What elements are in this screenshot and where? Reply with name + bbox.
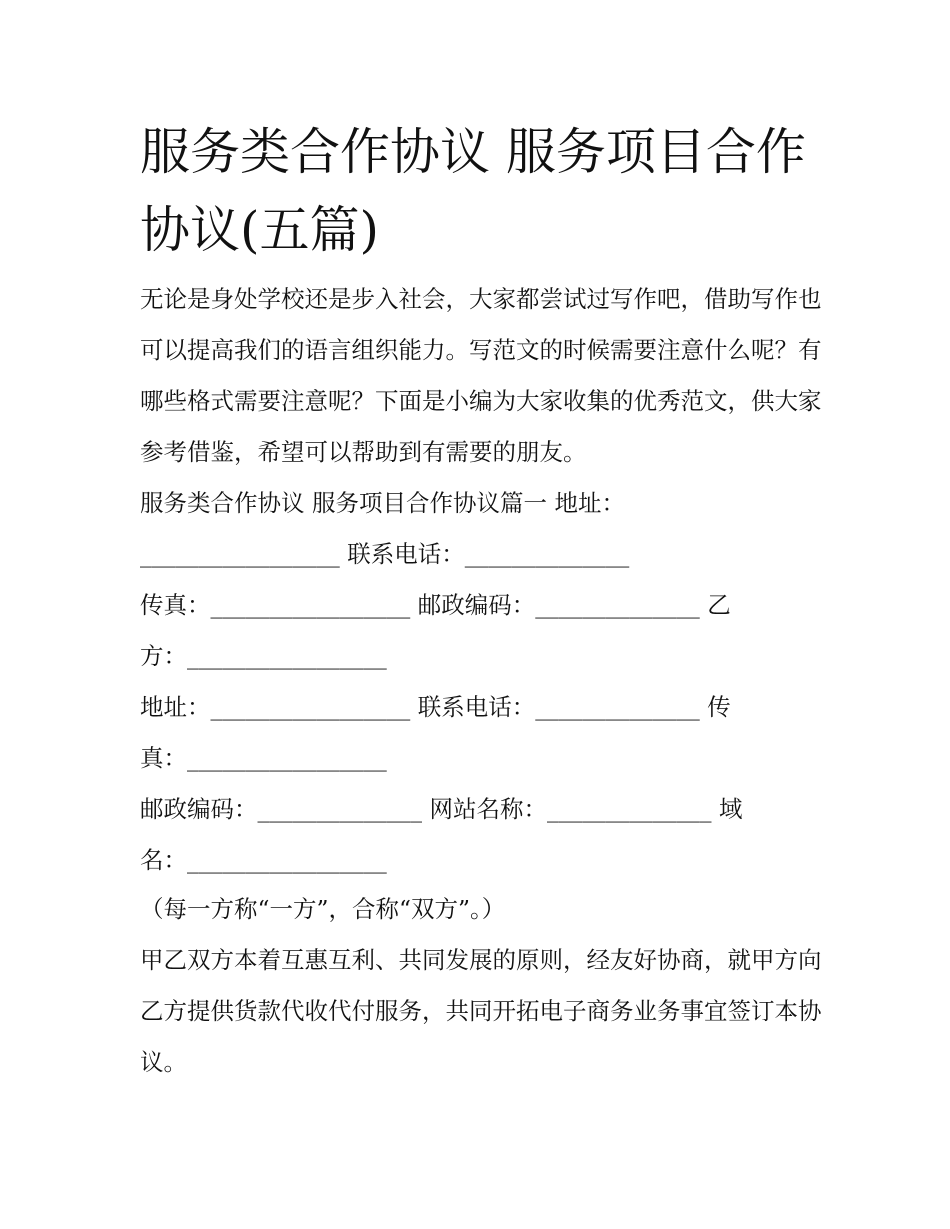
party-b-fax-line: 真：_________________ (140, 744, 387, 772)
party-b-domain-line: 名：_________________ (140, 846, 387, 874)
party-a-address-line: 服务类合作协议 服务项目合作协议篇一 地址： (140, 489, 625, 517)
document-title: 服务类合作协议 服务项目合作协议(五篇) (140, 123, 806, 259)
party-a-fax-line: 传真：_________________ 邮政编码：______________ 乙 (140, 591, 731, 619)
party-b-postcode-line: 邮政编码：______________ 网站名称：______________ 域 (140, 795, 743, 823)
intro-paragraph: 无论是身处学校还是步入社会，大家都尝试过写作吧，借助写作也可以提高我们的语言组织能力。写范文的时候需要注意什么呢？有哪些格式需要注意呢？下面是小编为大家收集的优秀范文，供大家参考借鉴，希望可以帮助到有需要的朋友。 (140, 285, 822, 466)
party-b-address-line: 地址：_________________ 联系电话：______________ 传 (140, 693, 731, 721)
closing-paragraph: 甲乙双方本着互惠互利、共同发展的原则，经友好协商，就甲方向乙方提供货款代收代付服务，共同开拓电子商务业务事宜签订本协议。 (140, 946, 822, 1076)
party-a-phone-line: _________________ 联系电话：______________ (140, 540, 630, 568)
parties-note-line: （每一方称“一方”，合称“双方”。） (140, 895, 506, 923)
party-b-line: 方：_________________ (140, 642, 387, 670)
